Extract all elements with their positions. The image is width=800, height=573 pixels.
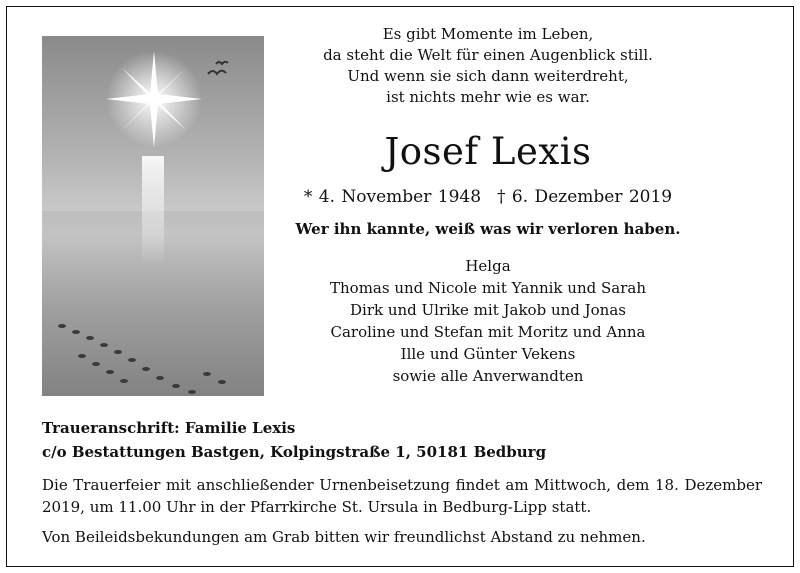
family-list [282, 255, 694, 387]
birth-date: * 4. November 1948 [303, 187, 482, 207]
address-line: c/o Bestattungen Bastgen, Kolpingstraße 1, 50181 Bedburg [42, 443, 547, 461]
family-member: Helga [465, 257, 511, 275]
poem [282, 24, 694, 108]
poem-line: Und wenn sie sich dann weiterdreht, [347, 67, 629, 85]
deceased-name: Josef Lexis [384, 130, 592, 173]
ceremony-info: Die Trauerfeier mit anschließender Urnenbeisetzung findet am Mittwoch, dem 18. Dezember 2019, um 11.00 Uhr in der Pfarrkirche St. Ursula in Bedburg-Lipp statt. [42, 476, 762, 516]
light-reflection [142, 156, 164, 266]
life-dates [282, 187, 694, 207]
poem-line: da steht die Welt für einen Augenblick still. [323, 46, 653, 64]
family-member: Caroline und Stefan mit Moritz und Anna [330, 323, 646, 341]
family-member: sowie alle Anverwandten [392, 367, 584, 385]
family-member: Dirk und Ulrike mit Jakob und Jonas [350, 301, 626, 319]
poem-line: ist nichts mehr wie es war. [386, 88, 590, 106]
mourning-address [42, 416, 762, 464]
memorial-photo [42, 36, 264, 396]
condolence-note: Von Beileidsbekundungen am Grab bitten wir freundlichst Abstand zu nehmen. [42, 528, 646, 546]
family-member: Thomas und Nicole mit Yannik und Sarah [330, 279, 646, 297]
death-date: † 6. Dezember 2019 [497, 187, 673, 207]
family-member: Ille und Günter Vekens [400, 345, 576, 363]
motto: Wer ihn kannte, weiß was wir verloren haben. [295, 220, 681, 238]
poem-line: Es gibt Momente im Leben, [382, 25, 594, 43]
address-line: Traueranschrift: Familie Lexis [42, 419, 296, 437]
